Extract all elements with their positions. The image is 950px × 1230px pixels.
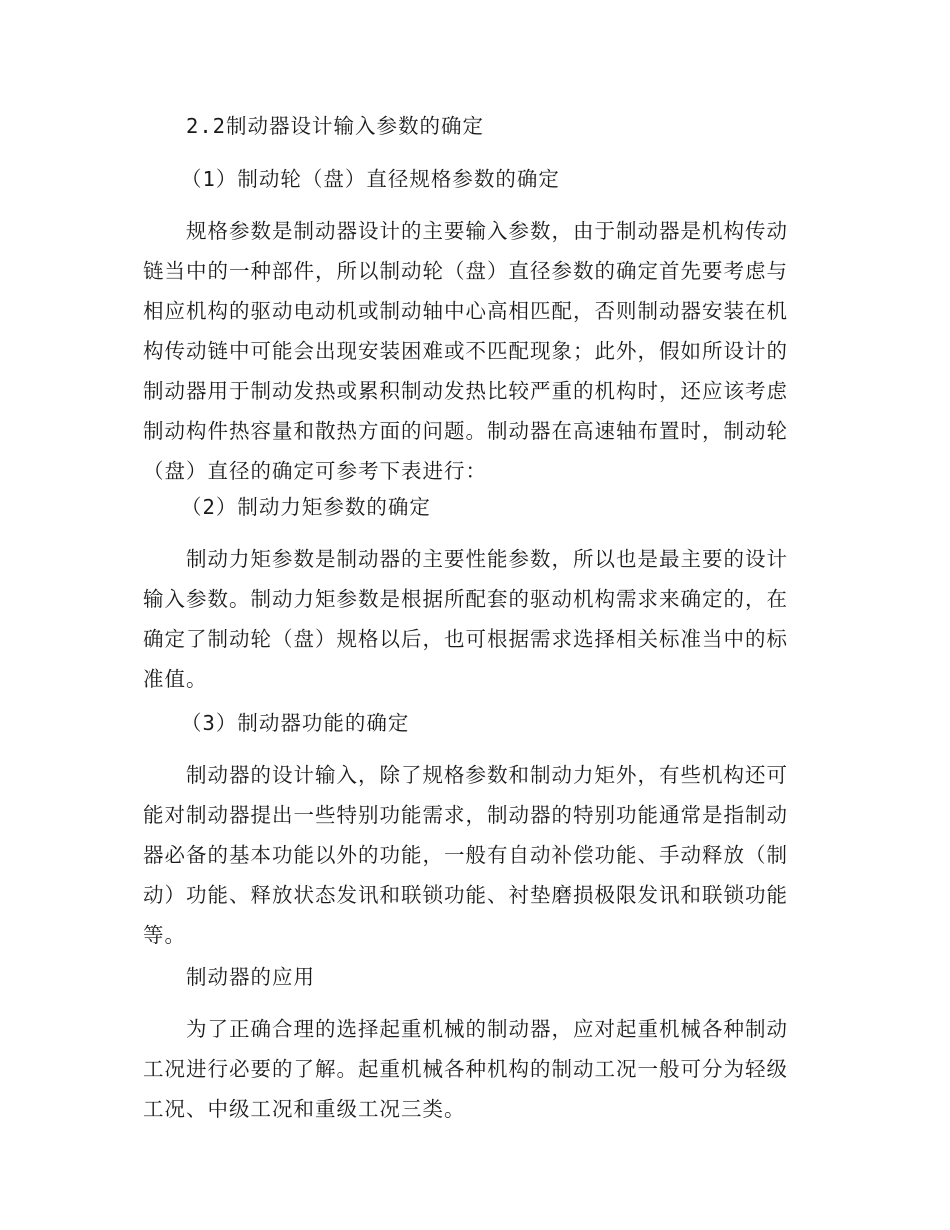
paragraph-2: 制动力矩参数是制动器的主要性能参数，所以也是最主要的设计输入参数。制动力矩参数是根据所配套的驱动机构需求来确定的，在确定了制动轮（盘）规格以后，也可根据需求选择相关标准当中的标准值。 <box>143 547 788 691</box>
paragraph-4: 为了正确合理的选择起重机械的制动器，应对起重机械各种制动工况进行必要的了解。起重机械各种机构的制动工况一般可分为轻级工况、中级工况和重级工况三类。 <box>143 1017 788 1121</box>
subsection-heading-1: （1）制动轮（盘）直径规格参数的确定 <box>181 167 560 191</box>
section-heading: 2.2制动器设计输入参数的确定 <box>186 114 485 138</box>
application-heading: 制动器的应用 <box>186 965 315 989</box>
subsection-heading-3: （3）制动器功能的确定 <box>181 711 410 735</box>
paragraph-1: 规格参数是制动器设计的主要输入参数，由于制动器是机构传动链当中的一种部件，所以制动轮（盘）直径参数的确定首先要考虑与相应机构的驱动电动机或制动轴中心高相匹配，否则制动器安装在机构传动链中可能会出现安装困难或不匹配现象；此外，假如所设计的制动器用于制动发热或累积制动发热比较严重的机构时，还应该考虑制动构件热容量和散热方面的问题。制动器在高速轴布置时，制动轮（盘）直径的确定可参考下表进行： <box>143 219 788 483</box>
paragraph-3: 制动器的设计输入，除了规格参数和制动力矩外，有些机构还可能对制动器提出一些特别功能需求，制动器的特别功能通常是指制动器必备的基本功能以外的功能，一般有自动补偿功能、手动释放（制动）功能、释放状态发讯和联锁功能、衬垫磨损极限发讯和联锁功能等。 <box>143 763 788 947</box>
subsection-heading-2: （2）制动力矩参数的确定 <box>181 495 431 519</box>
